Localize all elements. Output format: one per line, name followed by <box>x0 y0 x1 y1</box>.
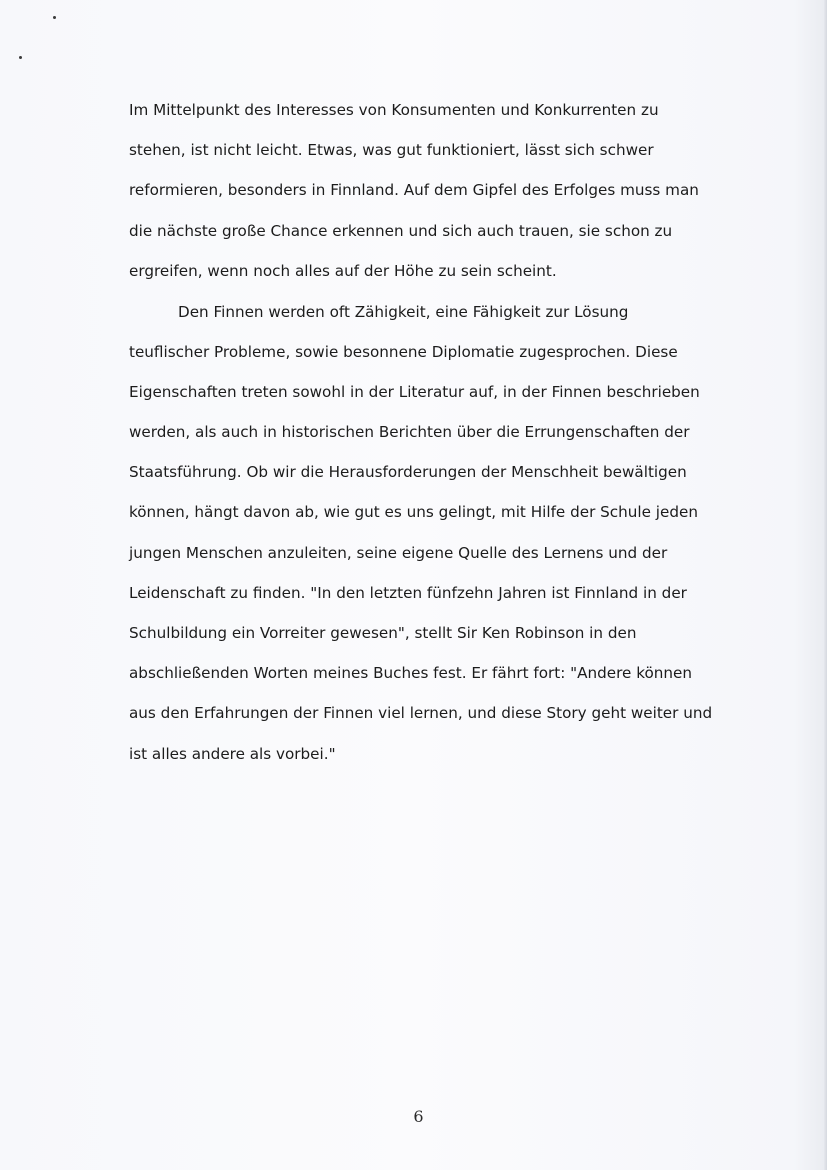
text-line: jungen Menschen anzuleiten, seine eigene Quelle des Lernens und der <box>129 544 668 562</box>
text-line: aus den Erfahrungen der Finnen viel lernen, und diese Story geht weiter und <box>129 704 713 722</box>
text-line: teuflischer Probleme, sowie besonnene Diplomatie zugesprochen. Diese <box>129 343 678 361</box>
text-line: reformieren, besonders in Finnland. Auf dem Gipfel des Erfolges muss man <box>129 181 699 199</box>
text-line: Leidenschaft zu finden. "In den letzten fünfzehn Jahren ist Finnland in der <box>129 584 687 602</box>
text-line: ist alles andere als vorbei." <box>129 745 336 763</box>
text-line: Den Finnen werden oft Zähigkeit, eine Fähigkeit zur Lösung <box>178 303 629 321</box>
scan-speck <box>53 16 56 19</box>
text-line: die nächste große Chance erkennen und sich auch trauen, sie schon zu <box>129 222 673 240</box>
page-number-text: 6 <box>413 1107 424 1126</box>
text-line: Im Mittelpunkt des Interesses von Konsumenten und Konkurrenten zu <box>129 101 659 119</box>
text-line: können, hängt davon ab, wie gut es uns gelingt, mit Hilfe der Schule jeden <box>129 503 698 521</box>
text-line: abschließenden Worten meines Buches fest. Er fährt fort: "Andere können <box>129 664 692 682</box>
text-line: werden, als auch in historischen Berichten über die Errungenschaften der <box>129 423 690 441</box>
text-line: Eigenschaften treten sowohl in der Literatur auf, in der Finnen beschrieben <box>129 383 700 401</box>
scan-speck <box>19 56 22 59</box>
text-line: Staatsführung. Ob wir die Herausforderungen der Menschheit bewältigen <box>129 463 687 481</box>
text-line: Schulbildung ein Vorreiter gewesen", stellt Sir Ken Robinson in den <box>129 624 637 642</box>
text-line: stehen, ist nicht leicht. Etwas, was gut funktioniert, lässt sich schwer <box>129 141 654 159</box>
text-line: ergreifen, wenn noch alles auf der Höhe zu sein scheint. <box>129 262 557 280</box>
page-number <box>0 1107 827 1127</box>
